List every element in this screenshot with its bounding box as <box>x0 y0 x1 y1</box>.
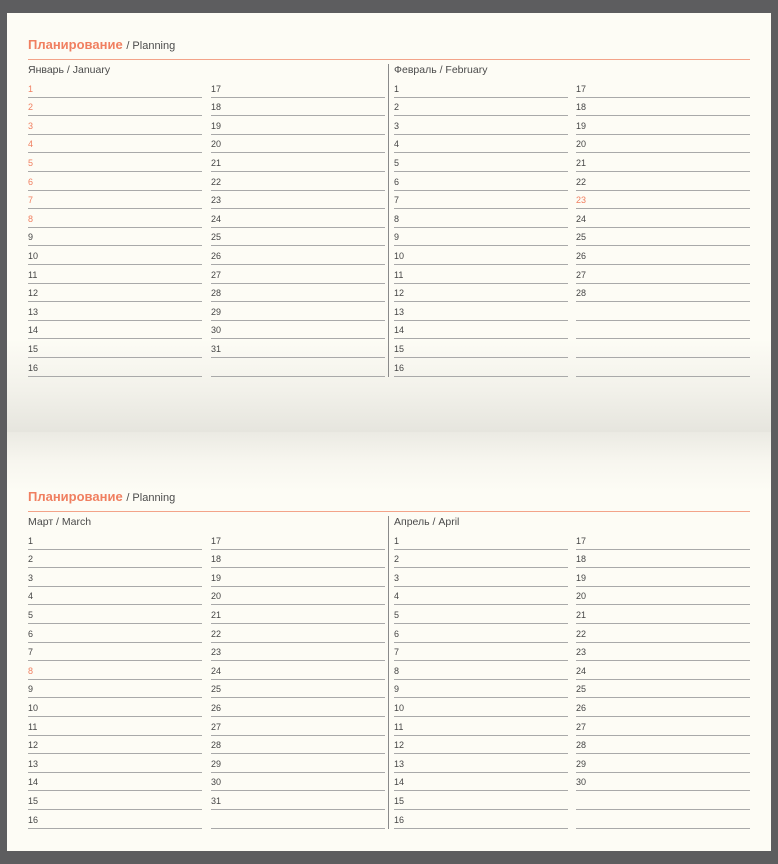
day-number: 3 <box>28 120 34 131</box>
day-number: 17 <box>211 535 222 546</box>
day-line <box>211 228 385 247</box>
day-number: 1 <box>28 83 34 94</box>
day-line <box>28 339 202 358</box>
day-line <box>211 153 385 172</box>
month-march-col-2 <box>211 531 385 829</box>
day-number: 23 <box>211 647 222 658</box>
day-number: 7 <box>28 195 34 206</box>
day-number: 19 <box>211 572 222 583</box>
day-number: 13 <box>28 758 39 769</box>
day-number: 17 <box>576 535 587 546</box>
day-number: 22 <box>576 628 587 639</box>
day-number: 11 <box>28 269 38 280</box>
day-line <box>576 736 750 755</box>
day-number: 19 <box>211 120 222 131</box>
day-number: 25 <box>576 684 587 695</box>
day-line <box>394 135 568 154</box>
day-number: 13 <box>394 306 405 317</box>
day-line <box>394 284 568 303</box>
day-number: 18 <box>576 102 587 113</box>
day-line <box>28 302 202 321</box>
day-number: 10 <box>394 702 405 713</box>
day-number: 19 <box>576 572 587 583</box>
day-line <box>394 531 568 550</box>
day-line <box>211 135 385 154</box>
day-number: 24 <box>211 665 222 676</box>
day-number: 21 <box>211 609 222 620</box>
day-line <box>576 810 750 829</box>
day-number: 27 <box>211 721 222 732</box>
day-line <box>576 568 750 587</box>
day-number: 15 <box>394 795 405 806</box>
day-line <box>28 321 202 340</box>
day-line <box>576 605 750 624</box>
day-line <box>28 810 202 829</box>
month-divider <box>388 64 389 377</box>
day-line <box>394 209 568 228</box>
day-number: 11 <box>394 721 404 732</box>
day-number: 10 <box>28 250 39 261</box>
day-line <box>28 717 202 736</box>
day-line <box>576 358 750 377</box>
day-line <box>394 643 568 662</box>
day-line <box>576 116 750 135</box>
title-rule <box>28 511 750 512</box>
title-english: / Planning <box>126 492 176 504</box>
day-line <box>576 79 750 98</box>
day-number: 7 <box>394 647 400 658</box>
day-number: 16 <box>28 362 39 373</box>
day-number: 22 <box>576 176 587 187</box>
day-number: 2 <box>394 102 400 113</box>
month-march-col-1 <box>28 531 202 829</box>
day-number: 12 <box>394 740 405 751</box>
day-number: 27 <box>211 269 222 280</box>
day-number: 28 <box>576 740 587 751</box>
day-number: 16 <box>394 814 405 825</box>
day-number: 30 <box>211 325 222 336</box>
day-number: 24 <box>576 213 587 224</box>
day-line <box>394 624 568 643</box>
day-line <box>394 265 568 284</box>
day-line <box>211 754 385 773</box>
day-line <box>211 736 385 755</box>
day-line <box>394 321 568 340</box>
day-number: 14 <box>394 777 405 788</box>
day-number: 25 <box>211 232 222 243</box>
day-number: 22 <box>211 176 222 187</box>
day-number: 15 <box>394 343 405 354</box>
day-line <box>28 550 202 569</box>
day-line <box>211 284 385 303</box>
day-line <box>211 680 385 699</box>
day-number: 18 <box>211 554 222 565</box>
day-number: 4 <box>394 139 400 150</box>
planner-page-2 <box>7 432 771 851</box>
day-number: 8 <box>394 665 400 676</box>
day-line <box>211 531 385 550</box>
day-line <box>394 587 568 606</box>
title-rule <box>28 59 750 60</box>
day-line <box>211 321 385 340</box>
day-number: 20 <box>211 139 222 150</box>
day-number: 1 <box>394 83 400 94</box>
day-number: 8 <box>28 665 34 676</box>
day-line <box>28 680 202 699</box>
day-line <box>576 153 750 172</box>
day-line <box>576 531 750 550</box>
day-line <box>28 605 202 624</box>
day-line <box>211 172 385 191</box>
day-line <box>211 79 385 98</box>
day-line <box>576 321 750 340</box>
day-number: 19 <box>576 120 587 131</box>
day-line <box>576 339 750 358</box>
day-number: 1 <box>28 535 34 546</box>
day-number: 5 <box>394 157 400 168</box>
month-label-january: Январь / January <box>28 64 111 76</box>
day-line <box>576 265 750 284</box>
day-line <box>576 698 750 717</box>
day-number: 30 <box>211 777 222 788</box>
day-line <box>211 358 385 377</box>
month-january-col-1 <box>28 79 202 377</box>
day-number: 29 <box>211 306 222 317</box>
day-line <box>576 191 750 210</box>
day-line <box>28 624 202 643</box>
day-line <box>28 228 202 247</box>
day-line <box>28 531 202 550</box>
day-line <box>394 717 568 736</box>
day-line <box>28 246 202 265</box>
day-line <box>394 661 568 680</box>
day-number: 28 <box>211 740 222 751</box>
day-line <box>576 587 750 606</box>
day-number: 27 <box>576 721 587 732</box>
day-line <box>211 568 385 587</box>
day-line <box>394 116 568 135</box>
day-line <box>394 680 568 699</box>
day-line <box>394 302 568 321</box>
day-number: 26 <box>576 702 587 713</box>
day-number: 5 <box>28 157 34 168</box>
day-line <box>28 153 202 172</box>
day-number: 2 <box>28 102 34 113</box>
day-number: 29 <box>576 758 587 769</box>
day-line <box>576 773 750 792</box>
day-line <box>576 302 750 321</box>
day-line <box>28 736 202 755</box>
day-number: 15 <box>28 795 39 806</box>
day-line <box>211 791 385 810</box>
day-line <box>211 624 385 643</box>
day-number: 5 <box>394 609 400 620</box>
day-line <box>28 358 202 377</box>
day-line <box>28 698 202 717</box>
day-line <box>211 698 385 717</box>
day-line <box>576 246 750 265</box>
day-number: 1 <box>394 535 400 546</box>
day-number: 24 <box>576 665 587 676</box>
day-line <box>211 717 385 736</box>
day-line <box>28 79 202 98</box>
day-line <box>28 661 202 680</box>
day-number: 12 <box>28 288 39 299</box>
day-number: 14 <box>28 325 39 336</box>
day-line <box>28 265 202 284</box>
day-number: 10 <box>394 250 405 261</box>
day-line <box>576 98 750 117</box>
day-line <box>28 643 202 662</box>
day-line <box>394 568 568 587</box>
day-line <box>211 661 385 680</box>
day-line <box>576 172 750 191</box>
day-number: 9 <box>394 684 400 695</box>
day-line <box>576 643 750 662</box>
day-number: 9 <box>28 684 34 695</box>
day-line <box>576 209 750 228</box>
day-number: 3 <box>394 120 400 131</box>
day-number: 31 <box>211 795 222 806</box>
day-number: 6 <box>394 628 400 639</box>
title-russian: Планирование <box>28 489 123 504</box>
day-number: 4 <box>394 591 400 602</box>
day-line <box>28 98 202 117</box>
day-line <box>394 736 568 755</box>
day-line <box>394 153 568 172</box>
day-number: 16 <box>394 362 405 373</box>
day-number: 18 <box>576 554 587 565</box>
day-line <box>28 284 202 303</box>
day-number: 31 <box>211 343 222 354</box>
day-line <box>211 209 385 228</box>
day-number: 28 <box>576 288 587 299</box>
day-number: 17 <box>576 83 587 94</box>
day-number: 5 <box>28 609 34 620</box>
day-number: 20 <box>211 591 222 602</box>
day-line <box>576 754 750 773</box>
day-number: 20 <box>576 591 587 602</box>
day-line <box>211 587 385 606</box>
day-number: 14 <box>28 777 39 788</box>
day-number: 8 <box>394 213 400 224</box>
day-number: 13 <box>28 306 39 317</box>
day-number: 7 <box>394 195 400 206</box>
day-number: 2 <box>28 554 34 565</box>
day-number: 11 <box>28 721 38 732</box>
day-line <box>211 773 385 792</box>
day-number: 4 <box>28 591 34 602</box>
day-number: 21 <box>576 609 587 620</box>
day-number: 17 <box>211 83 222 94</box>
day-line <box>576 717 750 736</box>
day-number: 6 <box>394 176 400 187</box>
day-line <box>28 135 202 154</box>
day-number: 12 <box>28 740 39 751</box>
day-line <box>394 550 568 569</box>
day-number: 26 <box>211 250 222 261</box>
day-number: 23 <box>576 647 587 658</box>
day-line <box>28 773 202 792</box>
day-number: 26 <box>576 250 587 261</box>
day-line <box>394 810 568 829</box>
day-line <box>576 661 750 680</box>
day-number: 18 <box>211 102 222 113</box>
day-line <box>211 643 385 662</box>
day-line <box>394 339 568 358</box>
day-line <box>394 773 568 792</box>
day-line <box>28 754 202 773</box>
page-title <box>28 37 175 52</box>
month-february-col-1 <box>394 79 568 377</box>
month-april-col-1 <box>394 531 568 829</box>
day-line <box>576 228 750 247</box>
day-line <box>211 605 385 624</box>
day-line <box>211 810 385 829</box>
month-label-march: Март / March <box>28 516 92 528</box>
day-number: 29 <box>211 758 222 769</box>
day-line <box>394 698 568 717</box>
day-number: 16 <box>28 814 39 825</box>
planner-page-1 <box>7 13 771 432</box>
day-number: 20 <box>576 139 587 150</box>
day-number: 4 <box>28 139 34 150</box>
day-line <box>576 680 750 699</box>
day-number: 12 <box>394 288 405 299</box>
day-line <box>394 228 568 247</box>
day-number: 2 <box>394 554 400 565</box>
day-number: 22 <box>211 628 222 639</box>
day-line <box>394 754 568 773</box>
title-english: / Planning <box>126 40 176 52</box>
day-line <box>28 791 202 810</box>
day-line <box>28 568 202 587</box>
day-number: 28 <box>211 288 222 299</box>
day-line <box>28 587 202 606</box>
day-number: 30 <box>576 777 587 788</box>
month-april-col-2 <box>576 531 750 829</box>
day-line <box>211 191 385 210</box>
month-february-col-2 <box>576 79 750 377</box>
day-line <box>211 116 385 135</box>
day-line <box>211 98 385 117</box>
day-line <box>211 550 385 569</box>
day-number: 21 <box>576 157 587 168</box>
day-number: 6 <box>28 176 34 187</box>
day-number: 25 <box>211 684 222 695</box>
day-line <box>576 550 750 569</box>
day-line <box>28 191 202 210</box>
day-line <box>211 265 385 284</box>
month-january-col-2 <box>211 79 385 377</box>
day-line <box>394 246 568 265</box>
day-line <box>394 79 568 98</box>
day-line <box>211 302 385 321</box>
day-line <box>211 246 385 265</box>
day-number: 23 <box>576 195 587 206</box>
day-number: 27 <box>576 269 587 280</box>
day-line <box>28 116 202 135</box>
day-line <box>28 172 202 191</box>
day-number: 13 <box>394 758 405 769</box>
day-number: 3 <box>394 572 400 583</box>
day-line <box>394 791 568 810</box>
day-line <box>394 172 568 191</box>
day-number: 10 <box>28 702 39 713</box>
day-line <box>576 284 750 303</box>
day-number: 11 <box>394 269 404 280</box>
day-line <box>394 191 568 210</box>
day-number: 24 <box>211 213 222 224</box>
day-line <box>394 605 568 624</box>
title-russian: Планирование <box>28 37 123 52</box>
day-number: 25 <box>576 232 587 243</box>
day-number: 21 <box>211 157 222 168</box>
day-line <box>576 791 750 810</box>
day-line <box>394 98 568 117</box>
day-number: 14 <box>394 325 405 336</box>
page-title <box>28 489 175 504</box>
day-line <box>576 624 750 643</box>
day-line <box>576 135 750 154</box>
day-number: 15 <box>28 343 39 354</box>
day-number: 7 <box>28 647 34 658</box>
day-number: 23 <box>211 195 222 206</box>
day-number: 26 <box>211 702 222 713</box>
month-label-april: Апрель / April <box>394 516 460 528</box>
month-divider <box>388 516 389 829</box>
month-label-february: Февраль / February <box>394 64 488 76</box>
day-line <box>394 358 568 377</box>
day-number: 6 <box>28 628 34 639</box>
day-number: 8 <box>28 213 34 224</box>
day-line <box>28 209 202 228</box>
day-number: 9 <box>394 232 400 243</box>
day-line <box>211 339 385 358</box>
day-number: 9 <box>28 232 34 243</box>
day-number: 3 <box>28 572 34 583</box>
